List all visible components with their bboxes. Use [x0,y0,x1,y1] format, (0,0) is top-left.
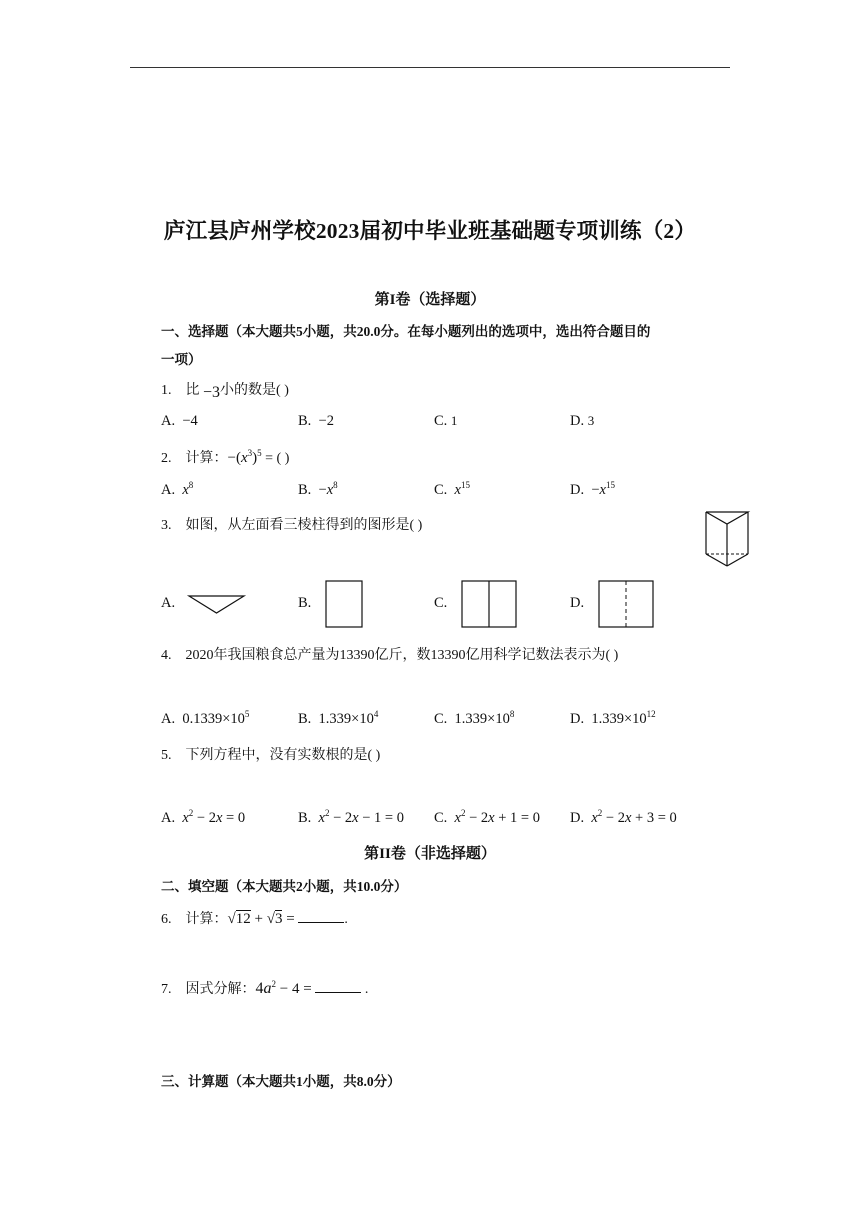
q4-option-d[interactable]: D. $1.339\times 10^{12}$ [570,709,656,727]
q1-option-b[interactable]: B. −2 [298,413,334,429]
question-text: 如图，从左面看三棱柱得到的图形是( ) [185,518,423,533]
question-text: 因式分解： [185,982,256,997]
q1-option-d[interactable]: D. 3 [570,413,595,429]
question-1 [161,379,289,399]
header-rule [130,67,730,68]
q3-option-b[interactable]: B. [298,595,312,611]
q2-option-c[interactable]: C. $x^{15}$ [434,480,470,498]
sqrt-expression: √12 + √3 = [227,911,299,927]
volume-1-title: 第I卷（选择题） [374,292,486,308]
question-number: 7. [161,982,172,997]
inverted-triangle-shape [187,594,247,616]
question-number: 5. [161,748,172,763]
rectangle-dashed-divider-shape [598,580,656,630]
q3-option-d[interactable]: D. [570,595,585,611]
volume-2-title: 第II卷（非选择题） [364,846,496,862]
q4-option-a[interactable]: A. $0.1339\times 10^5$ [161,709,250,727]
question-text: 计算： [185,912,228,927]
rectangle-shape [325,580,365,630]
q4-option-c[interactable]: C. $1.339\times 10^8$ [434,709,515,727]
q5-option-d[interactable]: D. $x^2 - 2x + 3 = 0$ [570,808,677,826]
section-1-heading-line-2: 一项） [161,352,202,367]
section-2-heading: 二、填空题（本大题共2小题，共10.0分） [161,879,408,894]
question-number: 4. [161,648,172,663]
question-number: 3. [161,518,172,533]
q3-option-a[interactable]: A. [161,595,176,611]
answer-blank[interactable] [298,909,344,923]
math-value: −3 [203,384,221,401]
q2-option-d[interactable]: D. $-x^{15}$ [570,480,615,498]
document-title: 庐江县庐州学校2023届初中毕业班基础题专项训练（2） [163,219,697,243]
q2-option-a[interactable]: A. $x^8$ [161,480,194,498]
q4-option-b[interactable]: B. $1.339\times 10^4$ [298,709,379,727]
triangular-prism-figure [700,508,756,570]
question-2: 2. 计算：$-(x^3)^5$ = ( ) [161,448,290,466]
question-text: 小的数是( ) [220,383,289,398]
question-7: 7. 因式分解：$4a^2 - 4$ = . [161,979,369,997]
q1-option-c[interactable]: C. 1 [434,413,458,429]
q3-option-c[interactable]: C. [434,595,448,611]
question-number: 1. [161,383,172,398]
q2-option-b[interactable]: B. $-x^8$ [298,480,338,498]
question-4 [161,644,618,664]
answer-blank[interactable] [315,979,361,993]
question-3 [161,514,422,534]
question-text: 计算： [185,451,228,466]
q1-option-a[interactable]: A. −4 [161,413,198,429]
question-text: 下列方程中，没有实数根的是( ) [185,748,381,763]
question-5 [161,744,380,764]
section-3-heading: 三、计算题（本大题共1小题，共8.0分） [161,1074,401,1089]
q5-option-a[interactable]: A. $x^2 - 2x = 0$ [161,808,246,826]
question-6: 6. 计算：√12 + √3 = . [161,911,348,927]
question-number: 2. [161,451,172,466]
section-1-heading-line-1: 一、选择题（本大题共5小题，共20.0分。在每小题列出的选项中，选出符合题目的 [161,324,651,339]
question-text: 比 [185,383,200,398]
rectangle-solid-divider-shape [461,580,519,630]
q5-option-c[interactable]: C. $x^2 - 2x + 1 = 0$ [434,808,540,826]
q5-option-b[interactable]: B. $x^2 - 2x - 1 = 0$ [298,808,404,826]
question-text: 2020年我国粮食总产量为13390亿斤，数13390亿用科学记数法表示为( ) [185,648,619,663]
question-number: 6. [161,912,172,927]
